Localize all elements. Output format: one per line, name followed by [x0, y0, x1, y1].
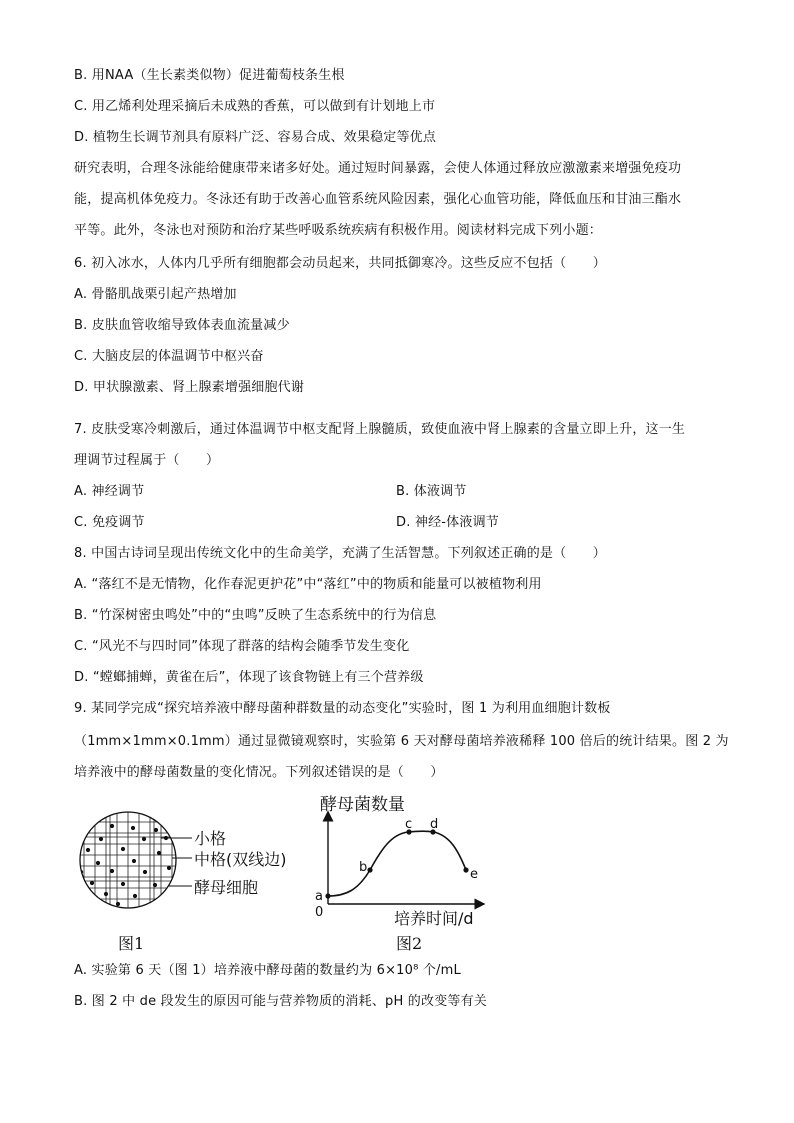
- question-7-cont: 理调节过程属于（ ）: [74, 453, 220, 468]
- origin-label: 0: [315, 905, 324, 920]
- point-a-label: a: [315, 889, 323, 904]
- question-8: 8. 中国古诗词呈现出传统文化中的生命美学，充满了生活智慧。下列叙述正确的是（ ）: [74, 546, 606, 561]
- question-7: 7. 皮肤受寒冷刺激后，通过体温调节中枢支配肾上腺髓质，致使血液中肾上腺素的含量立即上升，这一生: [74, 422, 686, 437]
- point-e-label: e: [470, 867, 478, 882]
- q6-option-d: D. 甲状腺激素、肾上腺素增强细胞代谢: [74, 380, 305, 395]
- point-b: [367, 867, 372, 872]
- q7-option-d: D. 神经-体液调节: [396, 515, 499, 530]
- y-axis-label: 酵母菌数量: [320, 795, 405, 815]
- point-c-label: c: [405, 817, 413, 832]
- figure-1-hemocytometer: [68, 808, 318, 912]
- q8-option-d: D. “螳螂捕蝉，黄雀在后”，体现了该食物链上有三个营养级: [74, 670, 424, 685]
- q8-option-c: C. “风光不与四时同”体现了群落的结构会随季节发生变化: [74, 639, 410, 654]
- q6-option-c: C. 大脑皮层的体温调节中枢兴奋: [74, 349, 264, 364]
- q8-option-a: A. “落红不是无情物，化作春泥更护花”中“落红”中的物质和能量可以被植物利用: [74, 577, 542, 592]
- label-yeast-cell: 酵母细胞: [194, 878, 259, 897]
- passage-line-3: 平等。此外，冬泳也对预防和治疗某些呼吸系统疾病有积极作用。阅读材料完成下列小题：: [74, 223, 603, 238]
- point-e: [463, 867, 468, 872]
- point-b-label: b: [359, 860, 368, 875]
- q8-option-b: B. “竹深树密虫鸣处”中的“虫鸣”反映了生态系统中的行为信息: [74, 608, 437, 623]
- option-b-line: B. 用NAA（生长素类似物）促进葡萄枝条生根: [74, 68, 345, 83]
- x-axis-label: 培养时间/d: [394, 909, 474, 928]
- q9-option-a: A. 实验第 6 天（图 1）培养液中酵母菌的数量约为 6×10⁸ 个/mL: [74, 963, 461, 978]
- label-medium-square: 中格(双线边): [194, 850, 287, 869]
- growth-curve: [328, 831, 466, 896]
- question-9: 9. 某同学完成“探究培养液中酵母菌种群数量的动态变化”实验时，图 1 为利用血细胞计数板: [74, 701, 611, 716]
- grid-group: [68, 808, 188, 912]
- question-6: 6. 初入冰水，人体内几乎所有细胞都会动员起来，共同抵御寒冷。这些反应不包括（ ）: [74, 256, 606, 271]
- q7-option-a: A. 神经调节: [74, 484, 145, 499]
- point-a: [325, 893, 330, 898]
- option-d-line: D. 植物生长调节剂具有原料广泛、容易合成、效果稳定等优点: [74, 130, 437, 145]
- label-small-square: 小格: [194, 829, 227, 848]
- q6-option-b: B. 皮肤血管收缩导致体表血流量减少: [74, 318, 290, 333]
- question-9-cont-1: （1mm×1mm×0.1mm）通过显微镜观察时，实验第 6 天对酵母菌培养液稀释 100 倍后的统计结果。图 2 为: [74, 734, 729, 749]
- figure-2-growth-curve: [308, 790, 508, 930]
- option-c-line: C. 用乙烯利处理采摘后未成熟的香蕉，可以做到有计划地上市: [74, 99, 436, 114]
- q7-option-c: C. 免疫调节: [74, 515, 145, 530]
- passage-line-1: 研究表明，合理冬泳能给健康带来诸多好处。通过短时间暴露，会使人体通过释放应激激素来增强免疫功: [74, 161, 682, 176]
- point-d-label: d: [430, 817, 439, 832]
- yeast-cells: [76, 824, 171, 906]
- question-9-cont-2: 培养液中的酵母菌数量的变化情况。下列叙述错误的是（ ）: [74, 765, 444, 780]
- q6-option-a: A. 骨骼肌战栗引起产热增加: [74, 287, 237, 302]
- q7-option-b: B. 体液调节: [396, 484, 467, 499]
- q9-option-b: B. 图 2 中 de 段发生的原因可能与营养物质的消耗、pH 的改变等有关: [74, 994, 487, 1009]
- passage-line-2: 能，提高机体免疫力。冬泳还有助于改善心血管系统风险因素，强化心血管功能，降低血压和甘油三酯水: [74, 192, 682, 207]
- figure-1-caption: 图1: [118, 934, 145, 953]
- figure-2-caption: 图2: [396, 934, 423, 953]
